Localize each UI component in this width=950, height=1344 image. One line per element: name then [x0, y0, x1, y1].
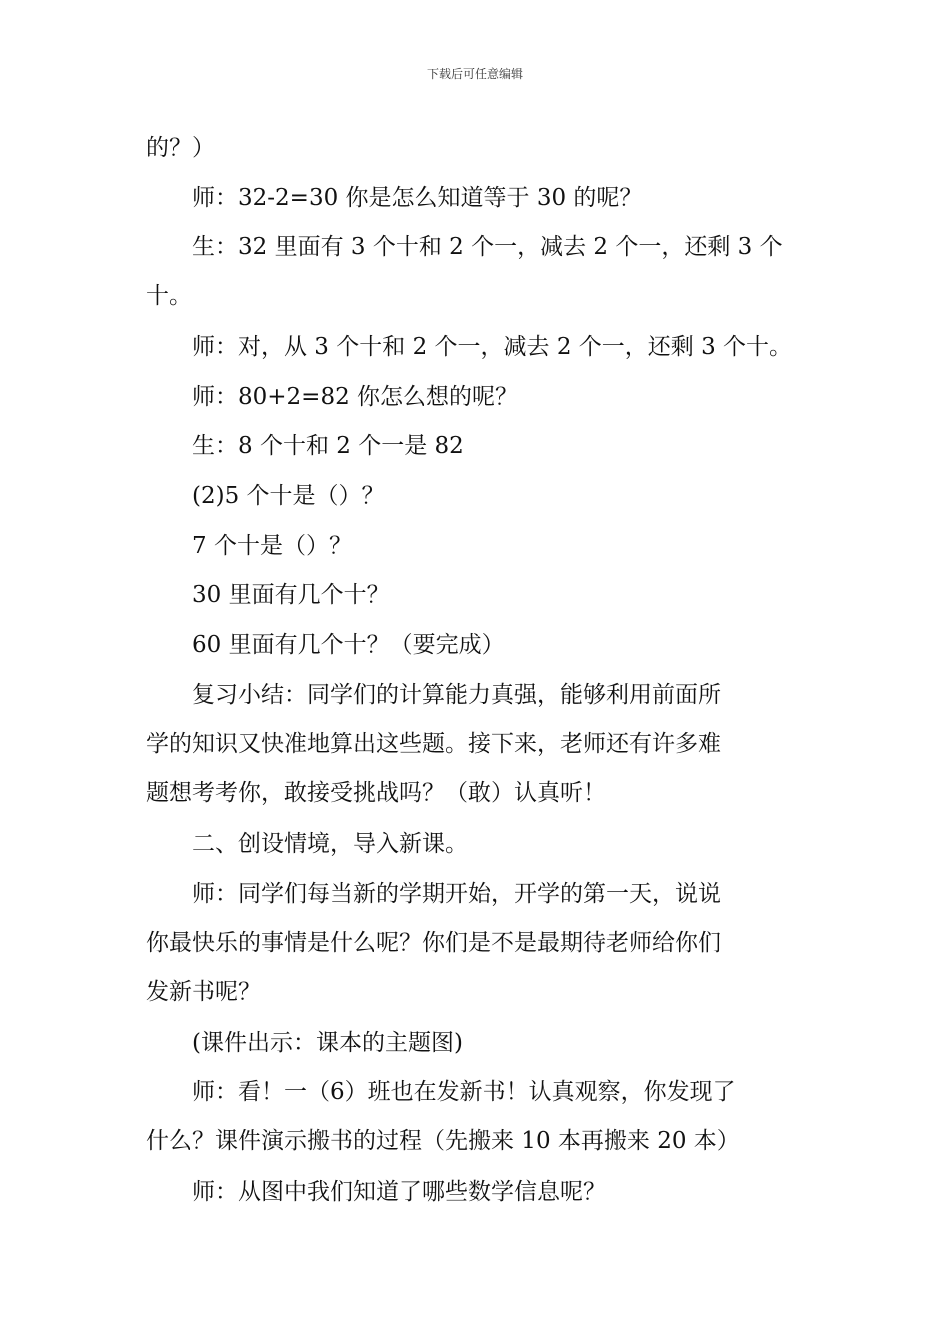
paragraph	[146, 621, 816, 670]
paragraph	[146, 124, 816, 173]
text-line: 十。	[146, 283, 192, 310]
text-line: 30 里面有几个十？	[146, 582, 390, 609]
paragraph	[146, 571, 816, 620]
text-line: 复习小结：同学们的计算能力真强，能够利用前面所	[146, 681, 721, 708]
text-line: 师：80+2=82 你怎么想的呢？	[146, 383, 519, 410]
text-line: (课件出示：课本的主题图)	[146, 1029, 463, 1056]
text-line: 生：8 个十和 2 个一是 82	[146, 433, 464, 460]
text-line: 师：看！一（6）班也在发新书！认真观察，你发现了	[146, 1079, 736, 1106]
paragraph	[146, 422, 816, 471]
text-line: 的？）	[146, 135, 215, 161]
page-header: 下载后可任意编辑	[426, 67, 523, 81]
text-line: 师：对，从 3 个十和 2 个一，减去 2 个一，还剩 3 个十。	[146, 333, 793, 360]
text-line: 师：32-2=30 你是怎么知道等于 30 的呢？	[146, 184, 643, 211]
paragraph	[146, 1168, 816, 1217]
text-line: 什么？课件演示搬书的过程（先搬来 10 本再搬来 20 本）	[146, 1128, 740, 1155]
paragraph	[146, 223, 816, 321]
text-line: 60 里面有几个十？（要完成）	[146, 632, 505, 658]
text-line: 师：同学们每当新的学期开始，开学的第一天，说说	[146, 880, 721, 907]
text-line: 师：从图中我们知道了哪些数学信息呢？	[146, 1178, 606, 1205]
text-line: 发新书呢？	[146, 978, 261, 1005]
paragraph	[146, 323, 816, 372]
paragraph	[146, 472, 816, 521]
text-line: 题想考考你，敢接受挑战吗？（敢）认真听！	[146, 779, 606, 806]
text-line: (2)5 个十是（）？	[146, 482, 385, 509]
paragraph	[146, 870, 816, 1017]
paragraph	[146, 174, 816, 223]
text-line: 7 个十是（）？	[146, 532, 352, 559]
paragraph	[146, 1019, 816, 1068]
paragraph	[146, 1068, 816, 1166]
text-line: 二、创设情境，导入新课。	[146, 830, 468, 857]
paragraph	[146, 522, 816, 571]
text-line: 你最快乐的事情是什么呢？你们是不是最期待老师给你们	[146, 929, 721, 956]
text-line: 生：32 里面有 3 个十和 2 个一，减去 2 个一，还剩 3 个	[146, 234, 783, 261]
paragraph	[146, 820, 816, 869]
paragraph	[146, 373, 816, 422]
text-line: 学的知识又快准地算出这些题。接下来，老师还有许多难	[146, 730, 721, 757]
paragraph	[146, 671, 816, 818]
